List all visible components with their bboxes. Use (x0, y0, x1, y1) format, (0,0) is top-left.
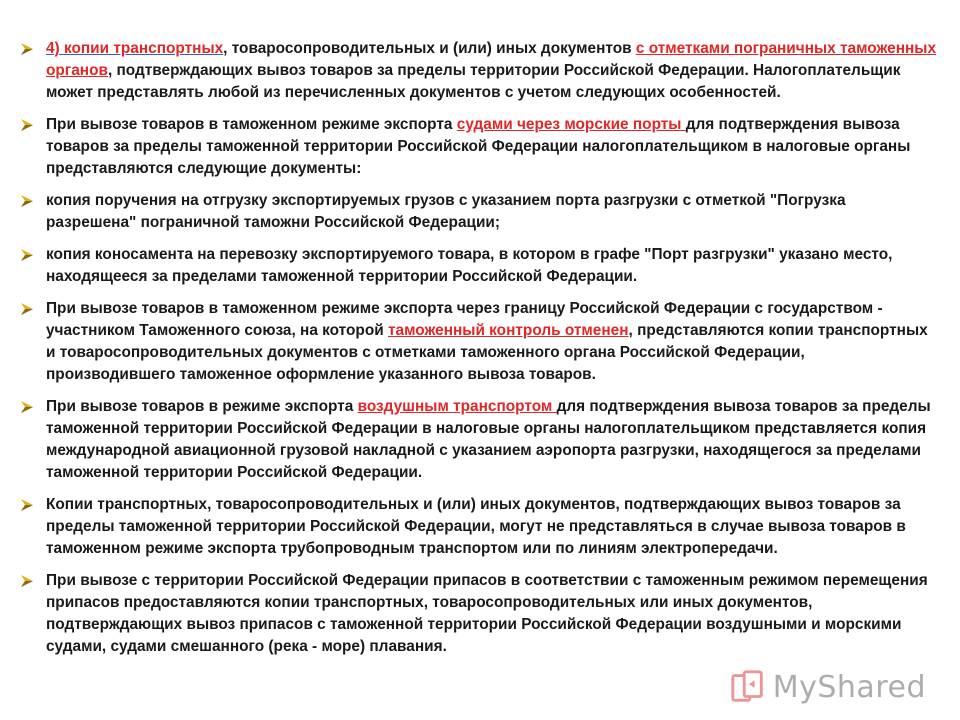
bullet-list (20, 38, 938, 668)
arrow-bullet-icon (20, 400, 34, 414)
arrow-bullet-icon (20, 42, 34, 56)
highlighted-link[interactable]: 4) копии транспортных (46, 40, 224, 57)
arrow-bullet-icon (20, 498, 34, 512)
myshared-logo-icon (729, 668, 767, 706)
arrow-bullet-icon (20, 118, 34, 132)
bullet-item (20, 298, 938, 386)
highlighted-link[interactable]: с отметками пограничных таможенных органов (46, 40, 937, 79)
bullet-text: Копии транспортных, товаросопроводительных и (или) иных документов, подтверждающих вывоз товаров за пределы таможенной территории Российской Федерации, могут не представляться в случае вывоза товаров в таможенном режиме экспорта трубопроводным транспортом или по линиям электропередачи. (46, 496, 906, 557)
arrow-bullet-icon (20, 248, 34, 262)
bullet-text: для подтверждения вывоза товаров за пределы таможенной территории Российской Федерации в налоговые органы налогоплательщиком представляется копия международной авиационной грузовой накладной с указанием аэропорта разгрузки, находящегося за пределами таможенной территории Российской Федерации. (46, 398, 931, 481)
bullet-text: копия поручения на отгрузку экспортируемых грузов с указанием порта разгрузки с отметкой "Погрузка разрешена" пограничной таможни Российской Федерации; (46, 192, 846, 231)
bullet-item (20, 494, 938, 560)
bullet-text: копия коносамента на перевозку экспортируемого товара, в котором в графе "Порт разгрузки" указано место, находящееся за пределами таможенной территории Российской Федерации. (46, 246, 893, 285)
highlighted-link[interactable]: судами через морские порты (456, 116, 686, 133)
highlighted-link[interactable]: воздушным транспортом (357, 398, 557, 415)
bullet-item (20, 190, 938, 234)
arrow-bullet-icon (20, 194, 34, 208)
bullet-item (20, 38, 938, 104)
watermark-text: MyShared (772, 669, 926, 705)
bullet-text: , представляются копии транспортных и товаросопроводительных документов с отметками таможенного органа Российской Федерации, производившего таможенное оформление указанного вывоза товаров. (46, 322, 928, 383)
bullet-text: При вывозе с территории Российской Федерации припасов в соответствии с таможенным режимом перемещения припасов предоставляются копии транспортных, товаросопроводительных или иных документов, подтверждающих вывоз припасов с таможенной территории Российской Федерации воздушными и морскими судами, судами смешанного (река - море) плавания. (46, 572, 928, 655)
bullet-text: При вывозе товаров в режиме экспорта (46, 398, 358, 415)
bullet-text: для подтверждения вывоза товаров за пределы таможенной территории Российской Федерации налогоплательщиком в налоговые органы представляются следующие документы: (46, 116, 911, 177)
arrow-bullet-icon (20, 302, 34, 316)
bullet-item (20, 114, 938, 180)
bullet-text: , подтверждающих вывоз товаров за пределы территории Российской Федерации. Налогоплательщик может представлять любой из перечисленных документов с учетом следующих особенностей. (46, 62, 901, 101)
bullet-item (20, 244, 938, 288)
arrow-bullet-icon (20, 574, 34, 588)
bullet-text: При вывозе товаров в таможенном режиме экспорта через границу Российской Федерации с государством - участником Таможенного союза, на которой (46, 300, 883, 339)
highlighted-link[interactable]: таможенный контроль отменен (387, 322, 629, 339)
bullet-text: При вывозе товаров в таможенном режиме экспорта (46, 116, 457, 133)
watermark (729, 668, 926, 706)
bullet-item (20, 570, 938, 658)
bullet-item (20, 396, 938, 484)
bullet-text: , товаросопроводительных и (или) иных документов (223, 40, 636, 57)
